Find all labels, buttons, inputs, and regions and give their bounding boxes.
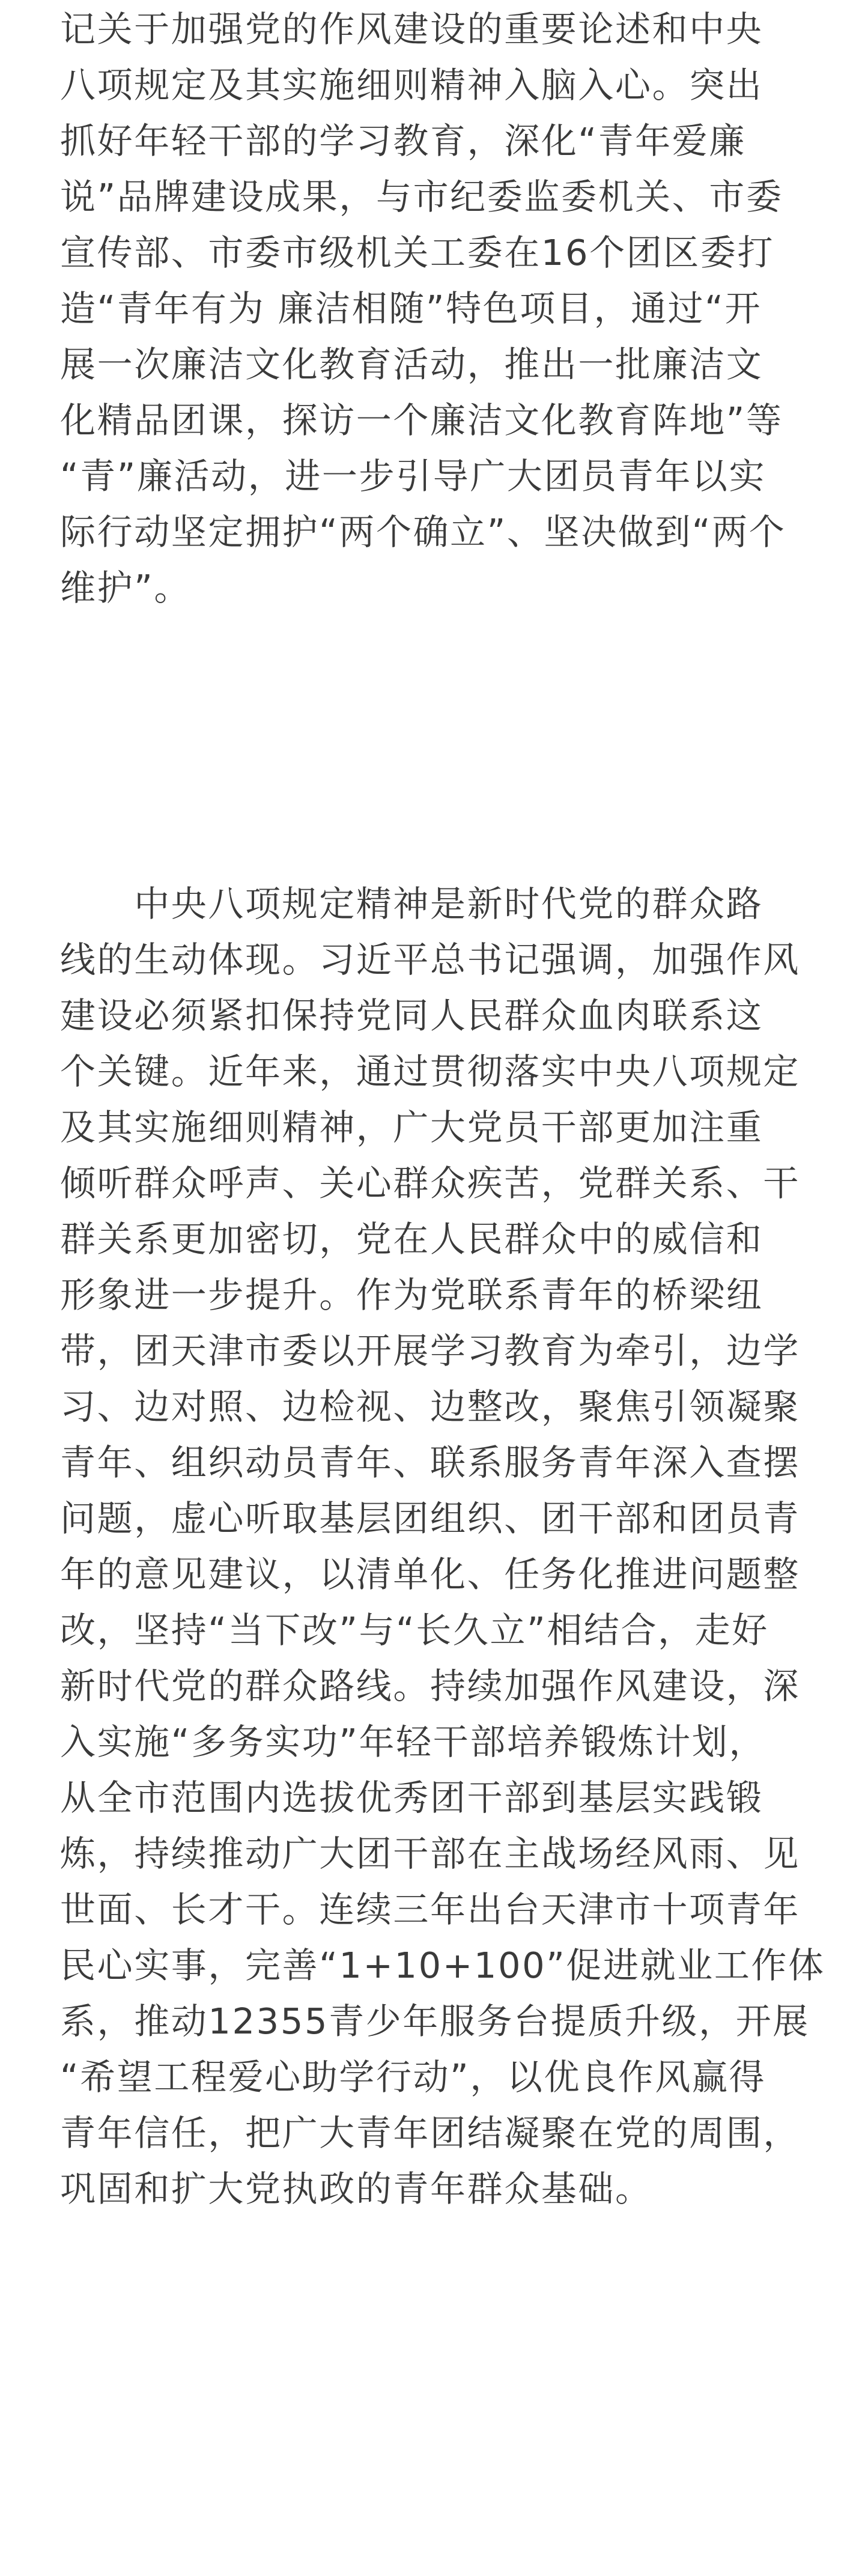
text-line: 年的意见建议，以清单化、任务化推进问题整 [60,1554,801,1595]
text-line: 线的生动体现。习近平总书记强调，加强作风 [60,939,801,980]
text-line: 维护”。 [60,567,191,609]
text-line: 青年、组织动员青年、联系服务青年深入查摆 [60,1442,801,1483]
text-line: 倾听群众呼声、关心群众疾苦，党群关系、干 [60,1162,801,1204]
text-line: 系，推动12355青少年服务台提质升级，开展 [60,2000,810,2042]
text-line: 展一次廉洁文化教育活动，推出一批廉洁文 [60,344,763,385]
text-line: 建设必须紧扣保持党同人民群众血肉联系这 [60,995,763,1036]
text-line: 青年信任，把广大青年团结凝聚在党的周围， [60,2112,801,2154]
text-line: 带，团天津市委以开展学习教育为牵引，边学 [60,1330,801,1372]
paragraph-2 [60,876,825,2217]
text-line: 个关键。近年来，通过贯彻落实中央八项规定 [60,1051,801,1092]
text-line: 八项规定及其实施细则精神入脑入心。突出 [60,64,763,106]
text-line: 说”品牌建设成果，与市纪委监委机关、市委 [60,176,783,217]
text-line: “希望工程爱心助学行动”，以优良作风赢得 [60,2056,766,2098]
text-line: 改，坚持“当下改”与“长久立”相结合，走好 [60,1609,769,1651]
text-line: 造“青年有为 廉洁相随”特色项目，通过“开 [60,288,762,329]
text-line: 宣传部、市委市级机关工委在16个团区委打 [60,232,775,273]
text-line: 化精品团课，探访一个廉洁文化教育阵地”等 [60,399,783,441]
text-line: 入实施“多务实功”年轻干部培养锻炼计划， [60,1721,766,1763]
text-line: 记关于加强党的作风建设的重要论述和中央 [60,8,763,50]
text-line: 抓好年轻干部的学习教育，深化“青年爱廉 [60,120,746,162]
text-line: “青”廉活动，进一步引导广大团员青年以实 [60,455,766,497]
text-line: 巩固和扩大党执政的青年群众基础。 [60,2168,652,2210]
text-line: 中央八项规定精神是新时代党的群众路 [60,883,763,925]
text-line: 新时代党的群众路线。持续加强作风建设，深 [60,1665,801,1707]
text-line: 群关系更加密切，党在人民群众中的威信和 [60,1218,763,1260]
text-line: 形象进一步提升。作为党联系青年的桥梁纽 [60,1274,763,1316]
text-line: 炼，持续推动广大团干部在主战场经风雨、见 [60,1833,801,1874]
text-line: 问题，虚心听取基层团组织、团干部和团员青 [60,1498,801,1539]
text-line: 民心实事，完善“1+10+100”促进就业工作体 [60,1945,825,1986]
paragraph-1 [60,1,786,616]
text-line: 及其实施细则精神，广大党员干部更加注重 [60,1107,763,1148]
text-line: 习、边对照、边检视、边整改，聚焦引领凝聚 [60,1386,801,1427]
text-line: 世面、长才干。连续三年出台天津市十项青年 [60,1889,801,1930]
text-line: 从全市范围内选拔优秀团干部到基层实践锻 [60,1777,763,1818]
text-line: 际行动坚定拥护“两个确立”、坚决做到“两个 [60,511,786,553]
